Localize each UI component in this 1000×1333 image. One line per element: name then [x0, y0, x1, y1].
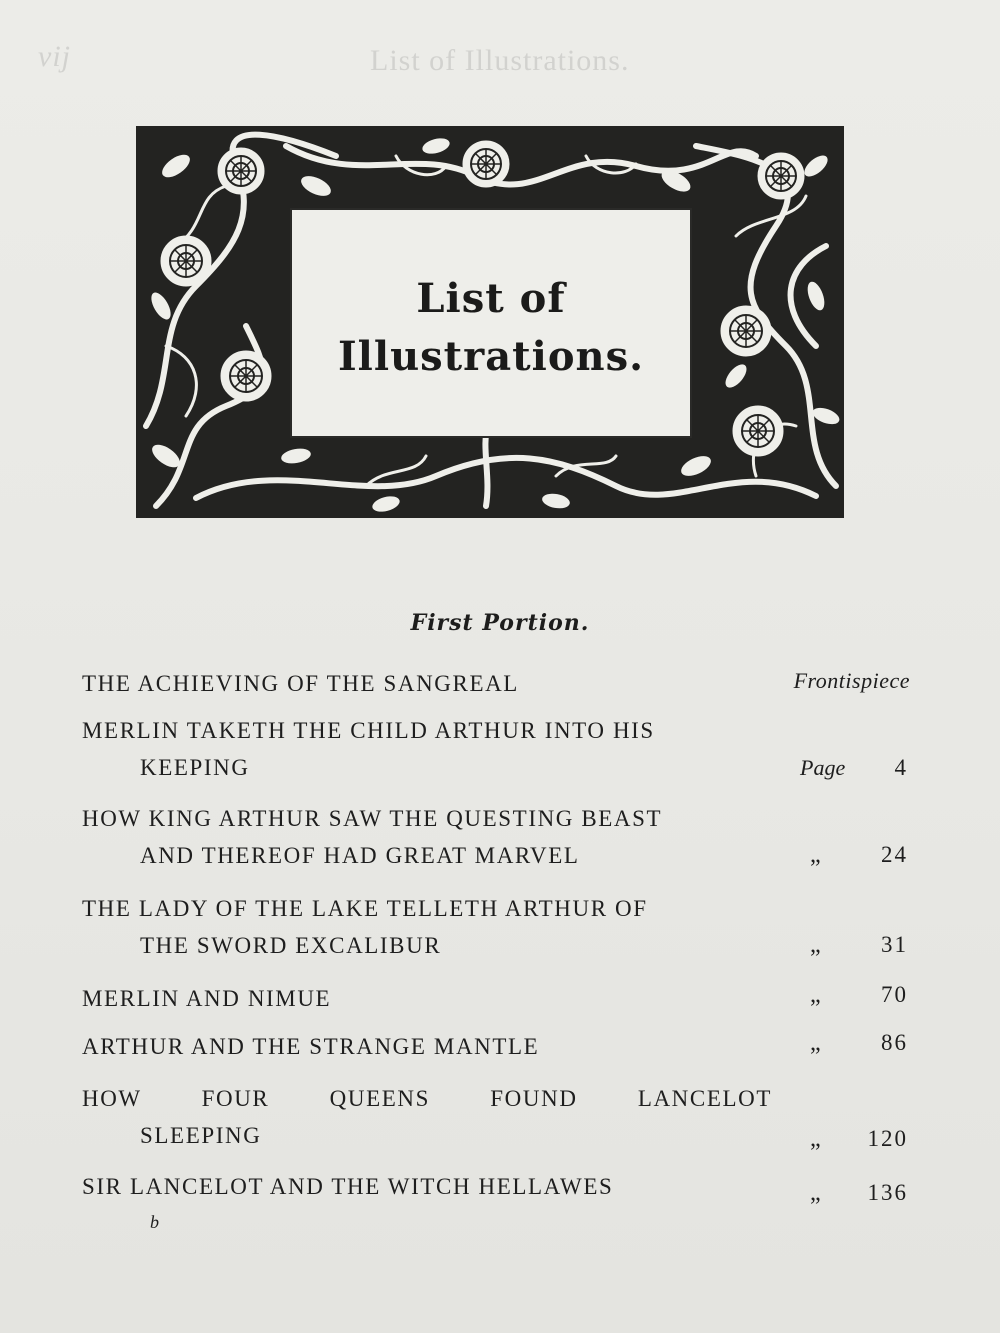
section-heading: First Portion. — [410, 610, 590, 636]
ditto-mark: „ — [810, 1126, 821, 1152]
entry-title-line-2: KEEPING — [140, 755, 250, 780]
title-panel — [290, 208, 692, 438]
illustration-entry — [82, 890, 772, 964]
entry-title: SIR LANCELOT AND THE WITCH HELLAWES — [82, 1174, 614, 1199]
entry-title-line-2: THE SWORD EXCALIBUR — [140, 933, 442, 958]
entry-title-line-1: HOW KING ARTHUR SAW THE QUESTING BEAST — [82, 806, 663, 831]
entry-title-line-1: HOW FOUR QUEENS FOUND LANCELOT — [82, 1086, 772, 1111]
entry-title-line-2: AND THEREOF HAD GREAT MARVEL — [140, 843, 580, 868]
entry-page-label: Frontispiece — [793, 668, 910, 693]
signature-mark: b — [150, 1212, 159, 1232]
entry-page-number: 120 — [867, 1126, 908, 1151]
entry-page-number: 86 — [881, 1030, 908, 1055]
entry-page-number: 136 — [867, 1180, 908, 1205]
illustration-entry — [82, 1028, 772, 1065]
page-title-line-2: Illustrations. — [337, 333, 645, 380]
ditto-mark: „ — [810, 1180, 821, 1206]
bleed-through-running-head — [0, 40, 1000, 80]
ditto-mark: „ — [810, 932, 821, 958]
illustration-entry — [82, 980, 772, 1017]
illustration-entry — [82, 1080, 772, 1154]
running-head-title: List of Illustrations. — [370, 44, 630, 77]
entry-title: ARTHUR AND THE STRANGE MANTLE — [82, 1034, 540, 1059]
ditto-mark: „ — [810, 842, 821, 868]
ditto-mark: „ — [810, 1030, 821, 1056]
entry-title-line-2: SLEEPING — [140, 1123, 262, 1148]
entry-page-number: 31 — [881, 932, 908, 957]
entry-title-line-1: MERLIN TAKETH THE CHILD ARTHUR INTO HIS — [82, 718, 655, 743]
entry-title-line-1: THE LADY OF THE LAKE TELLETH ARTHUR OF — [82, 896, 648, 921]
entry-page-number: 4 — [894, 755, 908, 780]
page-title — [290, 270, 692, 386]
entry-page-number: 70 — [881, 982, 908, 1007]
illustration-entry — [82, 665, 772, 702]
page-title-line-1: List of — [416, 275, 566, 322]
entry-page-label: Page — [800, 755, 846, 780]
entry-title: THE ACHIEVING OF THE SANGREAL — [82, 671, 519, 696]
entry-page-number: 24 — [881, 842, 908, 867]
illustration-entry — [82, 800, 772, 874]
running-head-page: vij — [38, 40, 71, 73]
illustration-entry — [82, 712, 772, 786]
illustration-entry — [82, 1168, 772, 1205]
ditto-mark: „ — [810, 982, 821, 1008]
entry-title: MERLIN AND NIMUE — [82, 986, 332, 1011]
